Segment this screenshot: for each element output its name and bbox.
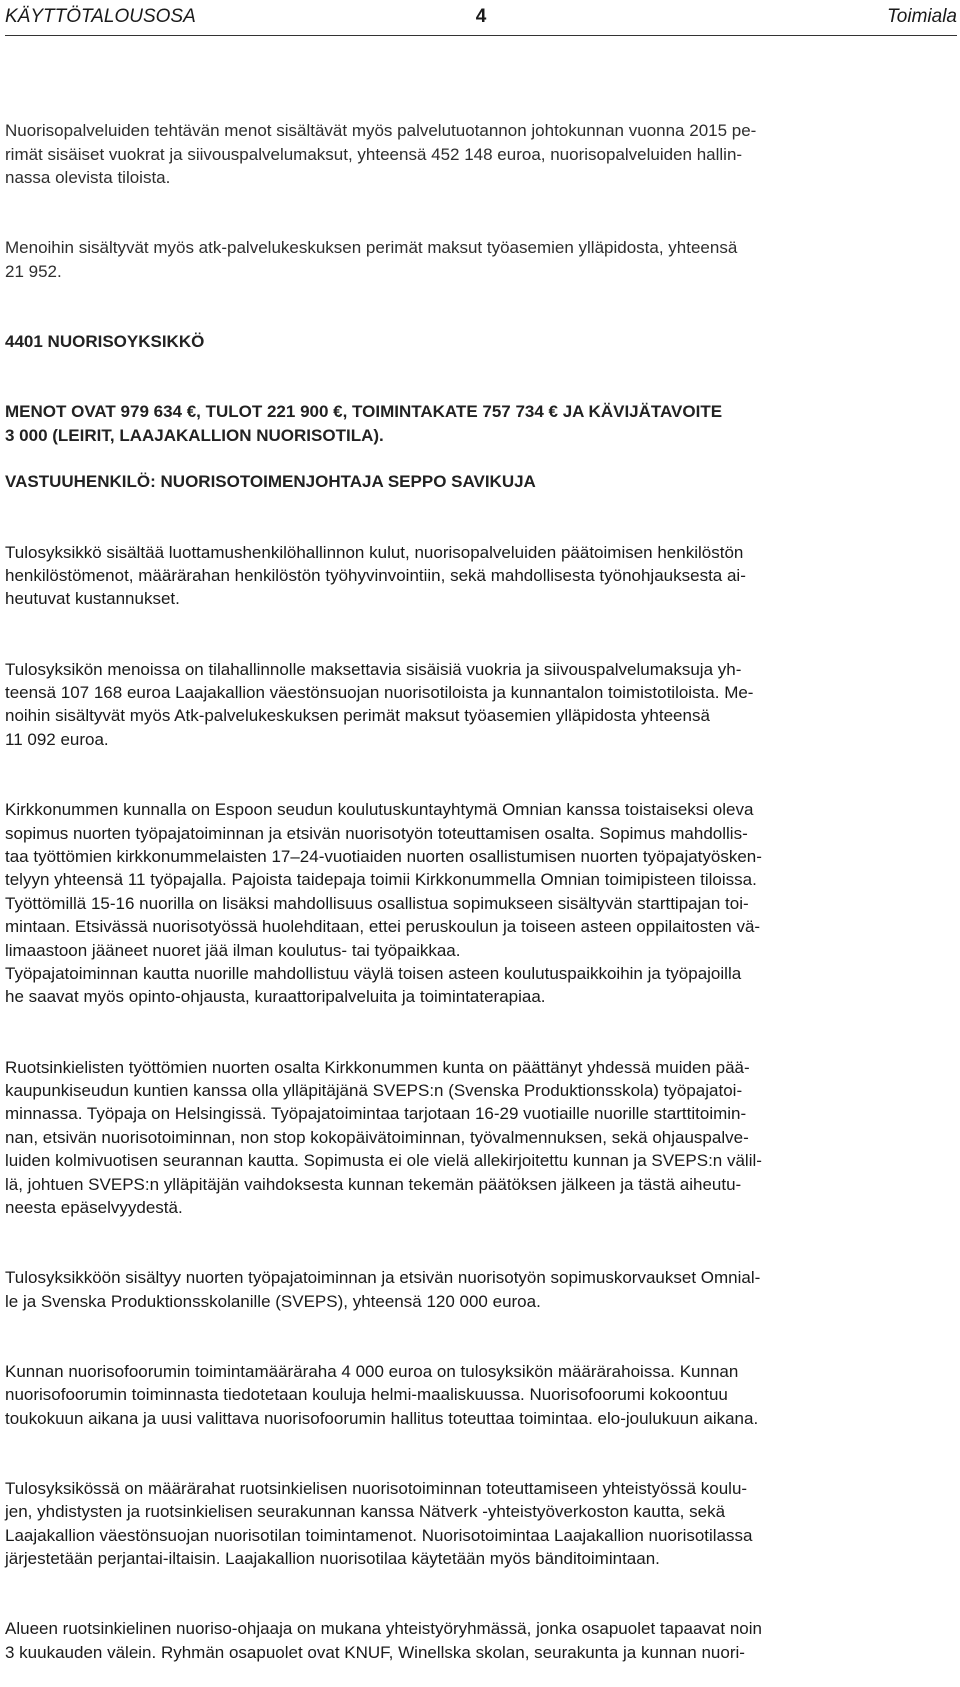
paragraph-internal-rents: Nuorisopalveluiden tehtävän menot sisältävät myös palvelutuotannon johtokunnan vuonna 2015 pe- rimät sisäiset vuokrat ja siivouspalvelumaksut, yhteensä 452 148 euroa, nuorisopalveluiden hallin- nassa olevista tiloista. [5,121,757,188]
paragraph-compensation: Tulosyksikköön sisältyy nuorten työpajatoiminnan ja etsivän nuorisotyön sopimuskorvaukset Omnial- le ja Svenska Produktionsskolanille (SVEPS), yhteensä 120 000 euroa. [5,1268,761,1311]
paragraph-unit-rents: Tulosyksikön menoissa on tilahallinnolle maksettavia sisäisiä vuokria ja siivouspalvelumaksuja yh- teensä 107 168 euroa Laajakallion väestönsuojan nuorisotiloista ja kunnantalon toimistotiloista. Me- noihin sisältyvät myös Atk-palvelukeskuksen perimät maksut työasemien ylläpidosta yhteensä 11 092 euroa. [5,659,754,749]
header-category: Toimiala [886,6,957,27]
document-body [5,96,955,1687]
paragraph-atk-costs: Menoihin sisältyvät myös atk-palvelukeskuksen perimät maksut työasemien ylläpidosta, yhteensä 21 952. [5,238,738,281]
budget-summary: MENOT OVAT 979 634 €, TULOT 221 900 €, TOIMINTAKATE 757 734 € JA KÄVIJÄTAVOITE 3 000 (LEIRIT, LAAJAKALLION NUORISOTILA). [5,402,723,445]
paragraph-youth-forum: Kunnan nuorisofoorumin toimintamääräraha 4 000 euroa on tulosyksikön määrärahoissa. Kunnan nuorisofoorumin toiminnasta tiedotetaan kouluja helmi-maaliskuussa. Nuorisofoorumi kokoontuu toukokuun aikana ja uusi valittava nuorisofoorumin hallitus toteuttaa toimintaa. elo-joulukuun aikana. [5,1361,759,1428]
page-number: 4 [475,6,487,27]
section-heading: 4401 NUORISOYKSIKKÖ [5,332,205,352]
header-divider [5,35,957,36]
header-section-title: KÄYTTÖTALOUSOSA [5,6,196,27]
paragraph-swedish-youth-work: Tulosyksikössä on määrärahat ruotsinkielisen nuorisotoiminnan toteuttamiseen yhteistyössä koulu- jen, yhdistysten ja ruotsinkielisen seurakunnan kanssa Nätverk -yhteistyöverkoston kautta, sekä Laajakallion väestönsuojan nuorisotilan toimintamenot. Nuorisotoimintaa Laajakallion nuorisotilassa järjestetään perjantai-iltaisin. Laajakallion nuorisotilaa käytetään myös bänditoimintaan. [5,1478,753,1569]
paragraph-unit-contents: Tulosyksikkö sisältää luottamushenkilöhallinnon kulut, nuorisopalveluiden päätoimisen henkilöstön henkilöstömenot, määrärahan henkilöstön työhyvinvointiin, sekä mahdollisesta työnohjauksesta ai- heutuvat kustannukset. [5,542,746,609]
paragraph-omnia-agreement: Kirkkonummen kunnalla on Espoon seudun koulutuskuntayhtymä Omnian kanssa toistaiseksi oleva sopimus nuorten työpajatoiminnan ja etsivän nuorisotyön toteuttamisen osalta. Sopimus mahdollis- taa työttömien kirkkonummelaisten 17–24-vuotiaiden nuorten osallistumisen nuorten työpajatyösken- telyyn yhteensä 11 työpajalla. Pajoista taidepaja toimii Kirkkonummella Omnian toimipisteen tiloissa. Työttömillä 15-16 nuorilla on lisäksi mahdollisuus osallistua sopimukseen sisältyvän starttipajan toi- mintaan. Etsivässä nuorisotyössä huolehditaan, ettei peruskoulun ja toiseen asteen oppilaitosten vä- limaastoon jääneet nuoret jää ilman koulutus- tai työpaikkaa. Työpajatoiminnan kautta nuorille mahdollistuu väylä toisen asteen koulutuspaikkoihin ja työpajoilla he saavat myös opinto-ohjausta, kuraattoripalveluita ja toimintaterapiaa. [5,800,762,1007]
paragraph-sveps: Ruotsinkielisten työttömien nuorten osalta Kirkkonummen kunta on päättänyt yhdessä muiden pää- kaupunkiseudun kuntien kanssa olla ylläpitäjänä SVEPS:n (Svenska Produktionsskola) työpajatoi- minnassa. Työpaja on Helsingissä. Työpajatoimintaa tarjotaan 16-29 vuotiaille nuorille starttitoimin- nan, etsivän nuorisotoiminnan, non stop kokopäivätoiminnan, työvalmennuksen, sekä ohjauspalve- luiden kolmivuotisen seurannan kautta. Sopimusta ei ole vielä allekirjoitettu kunnan ja SVEPS:n välil- lä, johtuen SVEPS:n ylläpitäjän vaihdoksesta kunnan tekemän päätöksen jälkeen ja tästä aiheutu- neesta epäselvyydestä. [5,1057,762,1217]
page-header [5,4,957,30]
paragraph-regional-instructor: Alueen ruotsinkielinen nuoriso-ohjaaja on mukana yhteistyöryhmässä, jonka osapuolet tapaavat noin 3 kuukauden välein. Ryhmän osapuolet ovat KNUF, Winellska skolan, seurakunta ja kunnan nuori- [5,1619,762,1662]
responsible-person: VASTUUHENKILÖ: NUORISOTOIMENJOHTAJA SEPPO SAVIKUJA [5,472,536,492]
